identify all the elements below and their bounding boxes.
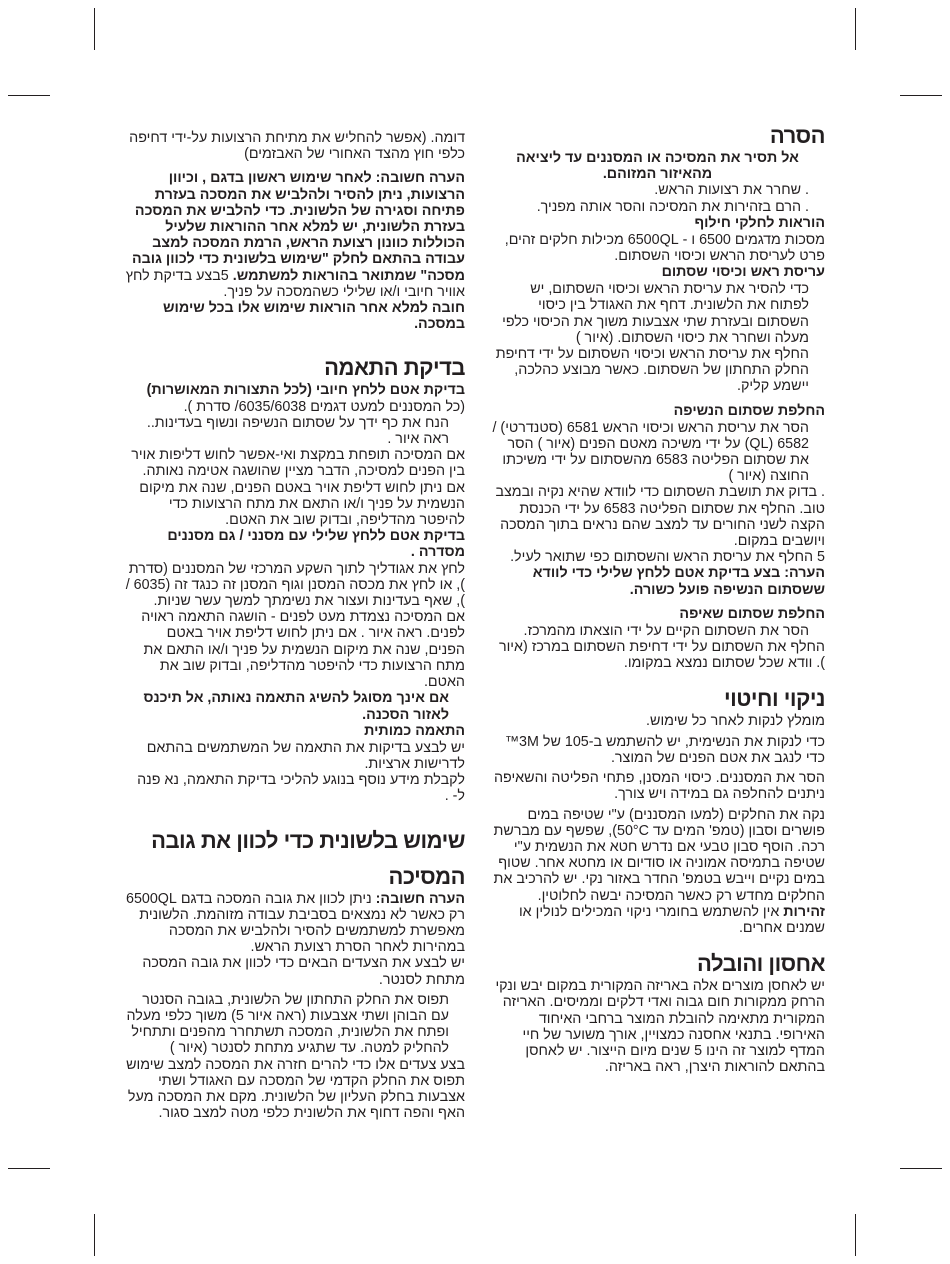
negative-check-text: אם המסיכה נצמדת מעט לפנים - הושגה התאמה ראויה לפנים. ראה איור . אם ניתן לחוש דליפת אויר באטם הפנים, שנה את מיקום הנשמית על פניך ו/או התאם את מתח הרצועות כדי להיפטר מהדליפה, ובדוק שוב את האטם. bbox=[141, 609, 465, 691]
cleaning-text: נקה את החלקים (למעו המסננים) ע"י שטיפה במים פושרים וסבון (טמפ' המים עד 50°C), שפשף עם מברשת רכה. הוסף סבון טבעי אם נדרש חטא את הנשמית ע"י שטיפה בתמיסה אמוניה או סודיום או מחטא אחר. שטוף במים נקיים וייבש בטמפ' החדר באזור נקי. יש להרכיב את החלקים מחדש רק כאשר המסיכה יבשה לחלוטין. bbox=[493, 806, 825, 904]
storage-text: יש לאחסן מוצרים אלה באריזה המקורית במקום יבש ונקי הרחק ממקורות חום גבוה ואדי דלקים וממיסים. האריזה המקורית מתאימה להובלת המוצר ברחבי האיחוד האירופי. בתנאי אחסנה כמצויין, אורך משוער של חיי המדף למוצר זה הינו 5 שנים מיום הייצור. יש לאחסן בהתאם להוראות היצרן, ראה באריזה. bbox=[495, 978, 825, 1076]
tab-use-note-label: הערה חשובה: bbox=[375, 890, 465, 907]
caution-text: אין להשתמש בחומרי ניקוי המכילים לנולין או שמנים אחרים. bbox=[518, 903, 825, 936]
inhale-valve-heading: החלפת שסתום שאיפה bbox=[679, 605, 825, 622]
important-note-bold: הערה חשובה: לאחר שימוש ראשון בדגם , וכיוון הרצועות, ניתן להסיר ולהלביש את המסכה בעזרת פתיחה וסגירה של הלשונית. כדי להלביש את המסכה בעזרת הלשונית, יש למלא אחר ההוראות שלעיל הכוללות כוונון רצועת הראש, הרמת המסכה למצב עבודה בהתאם לחלק "שימוש בלשונית כדי לכוון גובה מסכה" שמתואר בהוראות למשתמש. bbox=[131, 170, 465, 284]
tab-use-note-text: ניתן לכוון את גובה המסכה בדגם 6500QL רק כאשר לא נמצאים בסביבת עבודה מזוהמת. הלשונית מאפשרת למשתמשים להסיר ולהלביש את המסכה במהירות לאחר הסרת רצועת הראש. bbox=[126, 890, 465, 956]
crop-mark bbox=[8, 1168, 50, 1169]
spare-parts-heading: הוראות לחלקי חילוף bbox=[694, 214, 825, 231]
exhale-valve-text: 5 החלף את עריסת הראש והשסתום כפי שתואר לעיל. bbox=[510, 549, 825, 566]
removal-warning: אל תסיר את המסיכה או המסננים עד ליציאה מהאיזור המזוהם. bbox=[516, 150, 799, 183]
head-cradle-text: כדי להסיר את עריסת הראש וכיסוי השסתום, יש לפתוח את הלשונית. דחף את האגודל בין כיסוי השסתום ובעזרת שתי אצבעות משוך את הכיסוי כלפי מעלה ושחרר את כיסוי השסתום. (איור ) bbox=[502, 281, 809, 346]
spare-parts-text: מסכות מדגמים 6500 ו - 6500QL מכילות חלקים זהים, פרט לעריסת הראש וכיסוי השסתום. bbox=[504, 231, 825, 265]
negative-check-label: בדיקת אטם ללחץ שלילי עם מסנני / גם מסננים מסדרה . bbox=[167, 528, 465, 561]
exhale-valve-text: הסר את עריסת הראש וכיסוי הראש 6581 (סטנדרטי) / 6582 (QL) על ידי משיכה מאטם הפנים (איור ) הסר את שסתום הפליטה 6583 מהשסתום על ידי משיכתו החוצה (איור ) bbox=[492, 419, 809, 485]
cleaning-caution bbox=[490, 904, 825, 936]
left-column bbox=[125, 130, 465, 1121]
negative-check-text: לחץ את אגודליך לתוך השקע המרכזי של המסננים (סדרת ), או לחץ את מכסה המסנן וגוף המסנן זה כנגד זה (6035 / ), שאף בעדינות ועצור את נשימתך למשך עשר שניות. bbox=[125, 560, 465, 610]
cleaning-text: כדי לנקות את הנשימית, יש להשתמש ב-105 של 3M™ כדי לנגב את אטם הפנים של המוצר. bbox=[504, 733, 825, 766]
tab-use-note bbox=[125, 891, 465, 956]
crop-mark bbox=[8, 95, 50, 96]
cleaning-text: מומלץ לנקות לאחר כל שימוש. bbox=[646, 713, 825, 730]
important-note-rest: 5בצע בדיקת לחץ אוויר חיובי ו/או שלילי כשהמסכה על פניך. bbox=[125, 267, 465, 300]
positive-check-text: (כל המסננים למעט דגמים 6035/6038/ סדרת ). bbox=[183, 398, 465, 415]
caution-label: זהירות bbox=[783, 903, 825, 920]
exhale-valve-text: . בדוק את תושבת השסתום כדי לוודא שהיא נקיה ובמצב טוב. החלף את שסתום הפליטה 6583 על ידי הכנסת הקצה לשני החורים עד למצב שהם נראים בתוך המסכה ויושבים במקום. bbox=[495, 484, 825, 550]
fit-check-heading: בדיקת התאמה bbox=[324, 355, 465, 381]
positive-check-text: אם המסיכה תופחת במקצת ואי-אפשר לחוש דליפות אויר בין הפנים למסיכה, הדבר מציין שהושגה אטימה נאותה. אם ניתן לחוש דליפת אויר באטם הפנים, שנה את מיקום הנשמית על פניך ו/או התאם את מתח הרצועות כדי להיפטר מהדליפה, ובדוק שוב את האטם. bbox=[131, 447, 465, 529]
tab-use-heading bbox=[125, 827, 465, 855]
storage-heading: אחסון והובלה bbox=[697, 951, 825, 977]
crop-mark bbox=[94, 8, 95, 50]
crop-mark bbox=[94, 1214, 95, 1256]
quantitative-fit-text: לקבלת מידע נוסף בנוגע להליכי בדיקת התאמה, נא פנה ל- . bbox=[137, 772, 465, 805]
head-cradle-text: החלף את עריסת הראש וכיסוי השסתום על ידי דחיפת החלק התחתון של השסתום. כאשר מבוצע כהלכה, יישמע קליק. bbox=[495, 346, 809, 395]
tab-use-heading-line2: המסיכה bbox=[388, 863, 465, 889]
head-cradle-heading: עריסת ראש וכיסוי שסתום bbox=[661, 264, 825, 281]
removal-step: . שחרר את רצועות הראש. bbox=[654, 182, 809, 199]
crop-mark bbox=[900, 95, 942, 96]
tab-use-heading bbox=[125, 863, 465, 891]
intro-text: דומה. (אפשר להחליש את מתיחת הרצועות על-ידי דחיפה כלפי חוץ מהצד האחורי של האבזמים) bbox=[129, 130, 465, 163]
removal-step: . הרם בזהירות את המסיכה והסר אותה מפניך. bbox=[536, 198, 809, 215]
tab-use-heading-line1: שימוש בלשונית כדי לכוון את גובה bbox=[151, 827, 465, 853]
crop-mark bbox=[900, 1168, 942, 1169]
tab-use-text: בצע צעדים אלו כדי להרים חזרה את המסכה למצב שימוש תפוס את החלק הקדמי של המסכה עם האגודל ושתי אצבעות בחלק העליון של הלשונית. מקם את המסכה מעל האף והפה דחוף את הלשונית כלפי מטה למצב סגור. bbox=[126, 1056, 465, 1122]
crop-mark bbox=[855, 8, 856, 50]
exhale-valve-note: הערה: בצע בדיקת אטם ללחץ שלילי כדי לוודא ששסתום הנשיפה פועל כשורה. bbox=[532, 565, 825, 598]
crop-mark bbox=[855, 1214, 856, 1256]
inhale-valve-text: הסר את השסתום הקיים על ידי הוצאתו מהמרכז. bbox=[523, 622, 809, 639]
quantitative-fit-heading: התאמה כמותית bbox=[364, 722, 465, 739]
no-fit-warning: אם אינך מסוגל להשיג התאמה נאותה, אל תיכנס לאזור הסכנה. bbox=[143, 690, 449, 723]
cleaning-text: הסר את המסננים. כיסוי המסנן, פתחי הפליטה והשאיפה ניתנים להחלפה גם במידה ויש צורך. bbox=[493, 770, 825, 803]
important-note bbox=[125, 170, 465, 300]
must-follow-text: חובה למלא אחר הוראות שימוש אלו בכל שימוש במסכה. bbox=[163, 300, 465, 333]
exhale-valve-heading: החלפת שסתום הנשיפה bbox=[673, 402, 825, 419]
positive-check-text: הנח את כף ידך על שסתום הנשיפה ונשוף בעדינות.. ראה איור . bbox=[146, 414, 449, 448]
tab-use-text: תפוס את החלק התחתון של הלשונית, בגובה הסנטר עם הבוהן ושתי אצבעות (ראה איור 5) משוך כלפי מעלה ופתח את הלשונית, המסכה תשתחרר מהפנים ותתחיל להחליק למטה. עד שתגיע מתחת לסנטר (איור ) bbox=[126, 991, 449, 1057]
quantitative-fit-text: יש לבצע בדיקות את התאמה של המשתמשים בהתאם לדרישות ארציות. bbox=[146, 739, 465, 772]
tab-use-text: יש לבצע את הצעדים הבאים כדי לכוון את גובה המסכה מתחת לסנטר. bbox=[142, 955, 465, 988]
positive-check-label: בדיקת אטם ללחץ חיובי (לכל התצורות המאושרות) bbox=[146, 382, 465, 399]
removal-heading: הסרה bbox=[769, 123, 825, 148]
positive-check bbox=[125, 382, 465, 414]
right-column bbox=[490, 122, 825, 1075]
cleaning-heading: ניקוי וחיטוי bbox=[724, 686, 825, 712]
inhale-valve-text: החלף את השסתום על ידי דחיפת השסתום במרכז (איור ). וודא שכל שסתום נמצא במקומו. bbox=[498, 639, 825, 672]
